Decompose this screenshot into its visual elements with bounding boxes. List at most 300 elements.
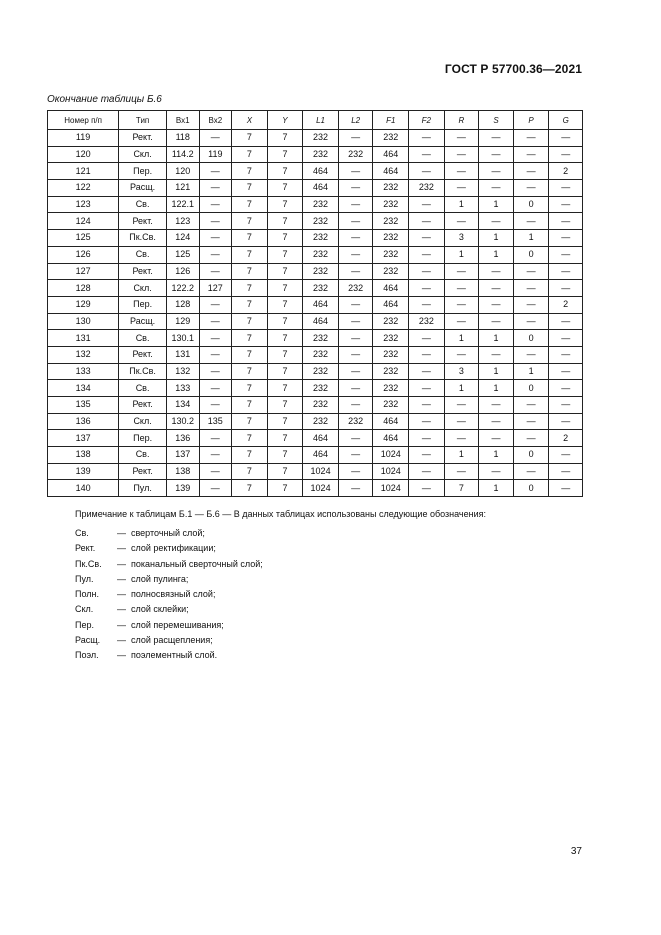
column-header: X — [232, 111, 268, 130]
table-header-row — [48, 111, 583, 130]
column-header: L1 — [303, 111, 339, 130]
table-cell: — — [479, 180, 514, 197]
legend-dash: — — [117, 543, 126, 554]
legend-dash: — — [117, 635, 126, 646]
table-cell: — — [444, 163, 479, 180]
legend-description: поэлементный слой. — [131, 650, 218, 661]
table-cell: 232 — [373, 380, 409, 397]
table-cell: 7 — [232, 463, 268, 480]
table-cell: — — [409, 246, 445, 263]
legend-dash: — — [117, 589, 126, 600]
table-cell: 232 — [303, 146, 339, 163]
table-cell: — — [444, 463, 479, 480]
table-cell: 232 — [303, 263, 339, 280]
table-cell: 122.2 — [166, 280, 199, 297]
table-cell: — — [513, 130, 549, 147]
table-cell: Рект. — [119, 346, 167, 363]
table-cell: Рект. — [119, 463, 167, 480]
table-cell: — — [338, 463, 373, 480]
table-cell: — — [444, 263, 479, 280]
table-cell: — — [409, 163, 445, 180]
table-cell: 7 — [232, 146, 268, 163]
table-cell: 133 — [48, 363, 119, 380]
table-cell: 130 — [48, 313, 119, 330]
table-row — [48, 263, 583, 280]
table-cell: — — [409, 296, 445, 313]
table-cell: — — [199, 230, 232, 247]
table-cell: — — [479, 313, 514, 330]
table-cell: — — [199, 397, 232, 414]
legend-description: сверточный слой; — [131, 528, 205, 538]
table-cell: 133 — [166, 380, 199, 397]
legend-dash: — — [117, 604, 126, 615]
table-cell: — — [409, 280, 445, 297]
legend-abbreviation: Расщ. — [75, 635, 101, 646]
table-cell: 137 — [48, 430, 119, 447]
table-cell: Св. — [119, 380, 167, 397]
table-cell: — — [409, 130, 445, 147]
legend-description: слой расщепления; — [131, 635, 213, 646]
table-cell: Расщ. — [119, 313, 167, 330]
table-cell: 232 — [373, 180, 409, 197]
table-cell: 464 — [373, 146, 409, 163]
table-cell: 1024 — [303, 480, 339, 497]
table-cell: 7 — [232, 196, 268, 213]
table-cell: 0 — [513, 480, 549, 497]
table-cell: 128 — [48, 280, 119, 297]
table-cell: — — [409, 447, 445, 464]
table-cell: 232 — [338, 280, 373, 297]
table-cell: 1024 — [373, 480, 409, 497]
table-cell: 7 — [267, 180, 303, 197]
table-cell: Пк.Св. — [119, 230, 167, 247]
table-row — [48, 363, 583, 380]
table-cell: 120 — [166, 163, 199, 180]
table-cell: 232 — [373, 330, 409, 347]
legend-item — [75, 648, 263, 663]
table-cell: 1 — [444, 380, 479, 397]
table-cell: — — [409, 397, 445, 414]
table-cell: — — [549, 230, 583, 247]
table-cell: — — [338, 313, 373, 330]
table-cell: — — [199, 246, 232, 263]
table-cell: 1 — [444, 330, 479, 347]
table-row — [48, 397, 583, 414]
table-cell: 121 — [48, 163, 119, 180]
table-cell: — — [199, 346, 232, 363]
table-cell: Пер. — [119, 296, 167, 313]
legend-abbreviation: Пул. — [75, 573, 94, 584]
table-cell: — — [479, 263, 514, 280]
table-cell: — — [444, 346, 479, 363]
table-cell: 232 — [303, 346, 339, 363]
table-cell: 1 — [479, 380, 514, 397]
table-cell: 7 — [267, 313, 303, 330]
legend-description: слой перемешивания; — [131, 619, 224, 630]
table-cell: — — [479, 346, 514, 363]
table-cell: 127 — [199, 280, 232, 297]
table-row — [48, 230, 583, 247]
table-cell: 123 — [166, 213, 199, 230]
table-cell: — — [199, 480, 232, 497]
table-cell: 464 — [303, 296, 339, 313]
table-cell: 1024 — [303, 463, 339, 480]
table-cell: — — [444, 413, 479, 430]
table-cell: 232 — [303, 363, 339, 380]
table-cell: 7 — [232, 246, 268, 263]
table-cell: 464 — [373, 280, 409, 297]
table-cell: 7 — [232, 230, 268, 247]
table-cell: 138 — [166, 463, 199, 480]
table-cell: 127 — [48, 263, 119, 280]
table-cell: 136 — [48, 413, 119, 430]
table-cell: 232 — [373, 397, 409, 414]
table-cell: Рект. — [119, 213, 167, 230]
table-cell: — — [338, 380, 373, 397]
table-cell: 139 — [166, 480, 199, 497]
table-cell: — — [409, 430, 445, 447]
table-cell: — — [409, 413, 445, 430]
table-cell: — — [409, 330, 445, 347]
table-cell: — — [549, 346, 583, 363]
table-cell: 132 — [166, 363, 199, 380]
column-header: F2 — [409, 111, 445, 130]
table-cell: — — [444, 180, 479, 197]
table-cell: — — [338, 363, 373, 380]
table-row — [48, 246, 583, 263]
table-cell: 1 — [444, 246, 479, 263]
table-cell: 232 — [303, 330, 339, 347]
table-cell: Скл. — [119, 146, 167, 163]
table-cell: 232 — [303, 213, 339, 230]
table-cell: 7 — [232, 397, 268, 414]
table-cell: Св. — [119, 330, 167, 347]
table-cell: — — [479, 146, 514, 163]
table-cell: 232 — [303, 130, 339, 147]
legend-abbreviation: Св. — [75, 528, 89, 538]
table-cell: 125 — [48, 230, 119, 247]
table-cell: — — [549, 263, 583, 280]
table-cell: — — [444, 296, 479, 313]
table-cell: — — [199, 330, 232, 347]
table-cell: 7 — [232, 330, 268, 347]
legend-dash: — — [117, 619, 126, 630]
column-header: Тип — [119, 111, 167, 130]
table-cell: 0 — [513, 196, 549, 213]
table-cell: — — [199, 313, 232, 330]
table-cell: 122.1 — [166, 196, 199, 213]
table-row — [48, 463, 583, 480]
table-cell: 7 — [232, 313, 268, 330]
table-cell: — — [513, 296, 549, 313]
table-cell: — — [409, 196, 445, 213]
table-cell: 125 — [166, 246, 199, 263]
table-cell: 1 — [479, 447, 514, 464]
table-cell: 464 — [303, 447, 339, 464]
legend-description: поканальный сверточный слой; — [131, 558, 263, 569]
table-cell: 232 — [373, 230, 409, 247]
table-cell: — — [549, 146, 583, 163]
table-cell: — — [549, 363, 583, 380]
table-cell: 232 — [373, 213, 409, 230]
table-cell: 7 — [267, 130, 303, 147]
table-cell: 7 — [267, 346, 303, 363]
table-cell: 0 — [513, 380, 549, 397]
table-cell: — — [549, 213, 583, 230]
legend-description: слой пулинга; — [131, 573, 189, 584]
table-cell: 1 — [479, 330, 514, 347]
table-cell: — — [444, 280, 479, 297]
table-caption: Окончание таблицы Б.6 — [47, 94, 162, 105]
table-cell: 132 — [48, 346, 119, 363]
table-cell: — — [338, 213, 373, 230]
table-cell: 134 — [48, 380, 119, 397]
legend-abbreviation: Поэл. — [75, 650, 99, 661]
table-cell: 0 — [513, 330, 549, 347]
table-cell: 7 — [232, 263, 268, 280]
legend-dash: — — [117, 650, 126, 661]
table-cell: Скл. — [119, 413, 167, 430]
table-cell: — — [444, 397, 479, 414]
column-header: Y — [267, 111, 303, 130]
table-cell: 1 — [479, 480, 514, 497]
table-cell: — — [199, 447, 232, 464]
table-cell: 464 — [373, 296, 409, 313]
legend-item — [75, 587, 263, 602]
table-cell: — — [199, 130, 232, 147]
table-cell: 124 — [48, 213, 119, 230]
table-cell: — — [513, 263, 549, 280]
document-code: ГОСТ Р 57700.36—2021 — [444, 62, 582, 76]
table-cell: — — [549, 313, 583, 330]
table-cell: — — [513, 463, 549, 480]
table-cell: 232 — [409, 180, 445, 197]
table-cell: 114.2 — [166, 146, 199, 163]
table-cell: — — [549, 397, 583, 414]
table-cell: 7 — [267, 196, 303, 213]
column-header: L2 — [338, 111, 373, 130]
table-cell: 464 — [303, 430, 339, 447]
table-cell: 139 — [48, 463, 119, 480]
table-cell: — — [513, 397, 549, 414]
table-cell: 7 — [267, 330, 303, 347]
table-cell: — — [338, 230, 373, 247]
legend-dash: — — [117, 573, 126, 584]
table-row — [48, 213, 583, 230]
table-cell: — — [444, 430, 479, 447]
table-cell: — — [199, 380, 232, 397]
table-cell: 134 — [166, 397, 199, 414]
table-cell: 7 — [267, 430, 303, 447]
column-header: S — [479, 111, 514, 130]
table-cell: 232 — [373, 196, 409, 213]
table-cell: 232 — [373, 313, 409, 330]
table-cell: — — [199, 263, 232, 280]
table-cell: — — [513, 413, 549, 430]
table-cell: — — [513, 180, 549, 197]
table-cell: 135 — [199, 413, 232, 430]
table-row — [48, 413, 583, 430]
table-cell: 130.1 — [166, 330, 199, 347]
legend-item — [75, 572, 263, 587]
table-cell: 7 — [232, 163, 268, 180]
table-cell: — — [444, 146, 479, 163]
table-cell: — — [199, 363, 232, 380]
column-header: Номер п/п — [48, 111, 119, 130]
column-header: Вх1 — [166, 111, 199, 130]
table-cell: 232 — [303, 397, 339, 414]
table-cell: Рект. — [119, 263, 167, 280]
table-cell: — — [409, 463, 445, 480]
table-cell: 126 — [48, 246, 119, 263]
table-cell: 232 — [373, 130, 409, 147]
table-cell: 3 — [444, 363, 479, 380]
column-header: R — [444, 111, 479, 130]
table-cell: — — [338, 130, 373, 147]
table-cell: Рект. — [119, 130, 167, 147]
table-cell: — — [444, 130, 479, 147]
table-cell: 7 — [267, 380, 303, 397]
column-header: P — [513, 111, 549, 130]
table-cell: 7 — [267, 447, 303, 464]
table-cell: 123 — [48, 196, 119, 213]
table-cell: — — [338, 196, 373, 213]
table-cell: 232 — [338, 413, 373, 430]
table-row — [48, 430, 583, 447]
table-cell: — — [444, 313, 479, 330]
table-cell: — — [549, 196, 583, 213]
table-cell: — — [338, 246, 373, 263]
table-cell: Пк.Св. — [119, 363, 167, 380]
table-cell: 7 — [232, 363, 268, 380]
table-cell: 130.2 — [166, 413, 199, 430]
table-row — [48, 180, 583, 197]
table-cell: 119 — [199, 146, 232, 163]
table-cell: — — [479, 296, 514, 313]
table-cell: Расщ. — [119, 180, 167, 197]
table-cell: 232 — [303, 280, 339, 297]
table-cell: 7 — [267, 463, 303, 480]
table-cell: — — [513, 313, 549, 330]
table-cell: 2 — [549, 296, 583, 313]
table-cell: 135 — [48, 397, 119, 414]
table-cell: — — [199, 463, 232, 480]
table-cell: 7 — [267, 413, 303, 430]
table-cell: 129 — [48, 296, 119, 313]
table-cell: Св. — [119, 447, 167, 464]
table-cell: — — [199, 180, 232, 197]
table-cell: 7 — [232, 480, 268, 497]
table-cell: 1 — [513, 363, 549, 380]
table-cell: 137 — [166, 447, 199, 464]
table-body — [48, 130, 583, 497]
legend-item — [75, 618, 263, 633]
table-cell: 1 — [479, 196, 514, 213]
table-row — [48, 280, 583, 297]
table-cell: 7 — [232, 130, 268, 147]
table-cell: — — [338, 330, 373, 347]
table-cell: — — [549, 280, 583, 297]
table-cell: Пул. — [119, 480, 167, 497]
table-cell: — — [338, 180, 373, 197]
table-cell: — — [338, 346, 373, 363]
table-cell: — — [513, 280, 549, 297]
table-cell: — — [409, 213, 445, 230]
table-cell: 128 — [166, 296, 199, 313]
legend-abbreviation: Пк.Св. — [75, 558, 102, 569]
legend-abbreviation: Рект. — [75, 543, 96, 554]
table-cell: 7 — [232, 180, 268, 197]
table-cell: — — [409, 346, 445, 363]
table-cell: 7 — [232, 380, 268, 397]
table-cell: — — [479, 130, 514, 147]
page-number: 37 — [570, 846, 582, 857]
table-cell: 140 — [48, 480, 119, 497]
table-cell: — — [513, 213, 549, 230]
table-cell: 464 — [303, 180, 339, 197]
table-cell: 7 — [267, 363, 303, 380]
legend-item — [75, 557, 263, 572]
table-cell: — — [409, 380, 445, 397]
table-cell: — — [479, 213, 514, 230]
table-cell: 122 — [48, 180, 119, 197]
table-cell: — — [513, 346, 549, 363]
table-cell: 121 — [166, 180, 199, 197]
legend-dash: — — [117, 558, 126, 569]
table-cell: 0 — [513, 447, 549, 464]
table-cell: 1024 — [373, 463, 409, 480]
table-row — [48, 480, 583, 497]
table-cell: — — [549, 330, 583, 347]
table-cell: — — [338, 447, 373, 464]
table-cell: 7 — [267, 146, 303, 163]
table-row — [48, 196, 583, 213]
table-cell: 131 — [166, 346, 199, 363]
table-cell: — — [549, 413, 583, 430]
table-cell: 7 — [232, 296, 268, 313]
table-cell: 7 — [232, 413, 268, 430]
table-cell: — — [338, 430, 373, 447]
column-header: F1 — [373, 111, 409, 130]
table-cell: — — [549, 447, 583, 464]
table-cell: — — [409, 480, 445, 497]
legend-description: слой ректификации; — [131, 543, 216, 554]
table-cell: Скл. — [119, 280, 167, 297]
table-cell: 136 — [166, 430, 199, 447]
table-row — [48, 447, 583, 464]
legend-abbreviation: Скл. — [75, 604, 94, 615]
legend-description: полносвязный слой; — [131, 589, 216, 600]
table-cell: 7 — [232, 346, 268, 363]
table-cell: — — [409, 263, 445, 280]
table-row — [48, 330, 583, 347]
table-row — [48, 130, 583, 147]
table-cell: Св. — [119, 196, 167, 213]
table-cell: — — [479, 280, 514, 297]
column-header: G — [549, 111, 583, 130]
table-note: Примечание к таблицам Б.1 — Б.6 — В данных таблицах использованы следующие обозначения: — [75, 509, 486, 519]
table-cell: — — [549, 246, 583, 263]
table-cell: — — [199, 196, 232, 213]
table-row — [48, 296, 583, 313]
table-cell: 124 — [166, 230, 199, 247]
table-cell: 464 — [373, 413, 409, 430]
table-cell: 3 — [444, 230, 479, 247]
table-cell: 7 — [444, 480, 479, 497]
table-cell: — — [549, 380, 583, 397]
table-cell: 2 — [549, 430, 583, 447]
table-cell: 1 — [444, 196, 479, 213]
